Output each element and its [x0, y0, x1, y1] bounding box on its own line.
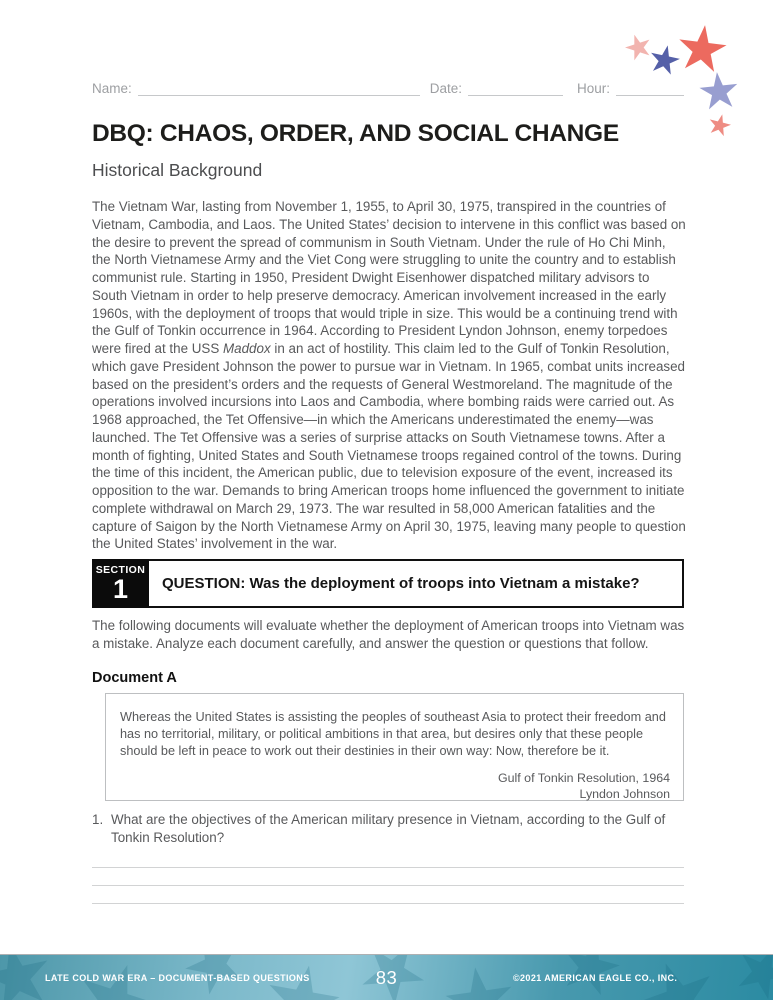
star-red-icon: [674, 22, 730, 78]
historical-background-paragraph: [92, 198, 686, 553]
date-label: Date:: [429, 81, 462, 96]
star-lavender-icon: [697, 70, 741, 114]
document-a-quote-text: Whereas the United States is assisting the peoples of southeast Asia to protect their freedom and has no territorial, military, or political ambitions in that area, but desires only that these people should be left in peace to work out their destinies in their own way: Now, therefore be it.: [120, 710, 666, 758]
question-1-number: 1.: [92, 812, 104, 827]
answer-line[interactable]: [92, 903, 684, 904]
footer-series-title: LATE COLD WAR ERA – DOCUMENT-BASED QUESTIONS: [45, 972, 310, 983]
question-1: [92, 811, 686, 847]
hour-blank-field[interactable]: [616, 80, 684, 96]
section-badge-number: 1: [112, 574, 129, 604]
document-a-attribution: [120, 771, 670, 802]
date-blank-field[interactable]: [468, 80, 563, 96]
answer-line[interactable]: [92, 885, 684, 886]
footer-copyright: ©2021 AMERICAN EAGLE CO., INC.: [513, 972, 678, 983]
attribution-source: Gulf of Tonkin Resolution, 1964: [498, 771, 670, 785]
ship-name-italic: Maddox: [223, 341, 271, 356]
name-label: Name:: [92, 81, 132, 96]
document-a-quote-box: [105, 693, 684, 801]
background-text-part1: The Vietnam War, lasting from November 1, 1955, to April 30, 1975, transpired in the countries of Vietnam, Cambodia, and Laos. The United States’ decision to intervene in this conflict was based on the desire to prevent the spread of communism in South Vietnam. Under the rule of Ho Chi Minh, the North Vietnamese Army and the Viet Cong were struggling to unite the country and to establish communist rule. Starting in 1950, President Dwight Eisenhower dispatched military advisors to South Vietnam in order to help preserve democracy. American involvement increased in the early 1960s, with the deployment of troops that would triple in size. This would be a continuing trend with the Gulf of Tonkin occurrence in 1964. According to President Lyndon Johnson, enemy torpedoes were fired at the USS: [92, 199, 686, 356]
section-badge: [92, 559, 149, 608]
page-subtitle: Historical Background: [92, 160, 263, 180]
star-coral-icon: [706, 112, 734, 140]
section-question-text: QUESTION: Was the deployment of troops into Vietnam a mistake?: [162, 575, 640, 592]
hour-label: Hour:: [576, 81, 610, 96]
header-blanks-row: [92, 80, 684, 96]
question-1-text: What are the objectives of the American military presence in Vietnam, according to the Gulf of Tonkin Resolution?: [111, 812, 666, 845]
section-question-box: [92, 559, 684, 608]
answer-line[interactable]: [92, 867, 684, 868]
name-blank-field[interactable]: [138, 80, 420, 96]
document-a-heading: Document A: [92, 670, 177, 686]
intro-paragraph: The following documents will evaluate whether the deployment of American troops into Vietnam was a mistake. Analyze each document carefully, and answer the question or questions that follow.: [92, 618, 685, 651]
footer-bar: [0, 954, 773, 1000]
attribution-author: Lyndon Johnson: [579, 786, 670, 801]
page-title: DBQ: CHAOS, ORDER, AND SOCIAL CHANGE: [92, 120, 619, 147]
section-badge-label: SECTION: [95, 564, 146, 576]
footer-page-number: 83: [375, 966, 398, 988]
background-text-part2: in an act of hostility. This claim led to the Gulf of Tonkin Resolution, which gave President Johnson the power to pursue war in Vietnam. In 1965, combat units increased based on the president’s orders and the requests of General Westmoreland. The magnitude of the operations involved incursions into Laos and Cambodia, where bombing raids were carried out. As 1968 approached, the Tet Offensive—in which the Americans underestimated the enemy—was launched. The Tet Offensive was a series of surprise attacks on South Vietnamese towns. After a month of fighting, United States and South Vietnamese troops regained control of the towns. During the time of this incident, the American public, due to television exposure of the event, increased its opposition to the war. Demands to bring American troops home influenced the government to initiate complete withdrawal on March 29, 1973. The war resulted in 58,000 American fatalities and the capture of Saigon by the North Vietnamese Army on April 30, 1975, leaving many people to question the United States’ involvement in the war.: [92, 341, 686, 552]
